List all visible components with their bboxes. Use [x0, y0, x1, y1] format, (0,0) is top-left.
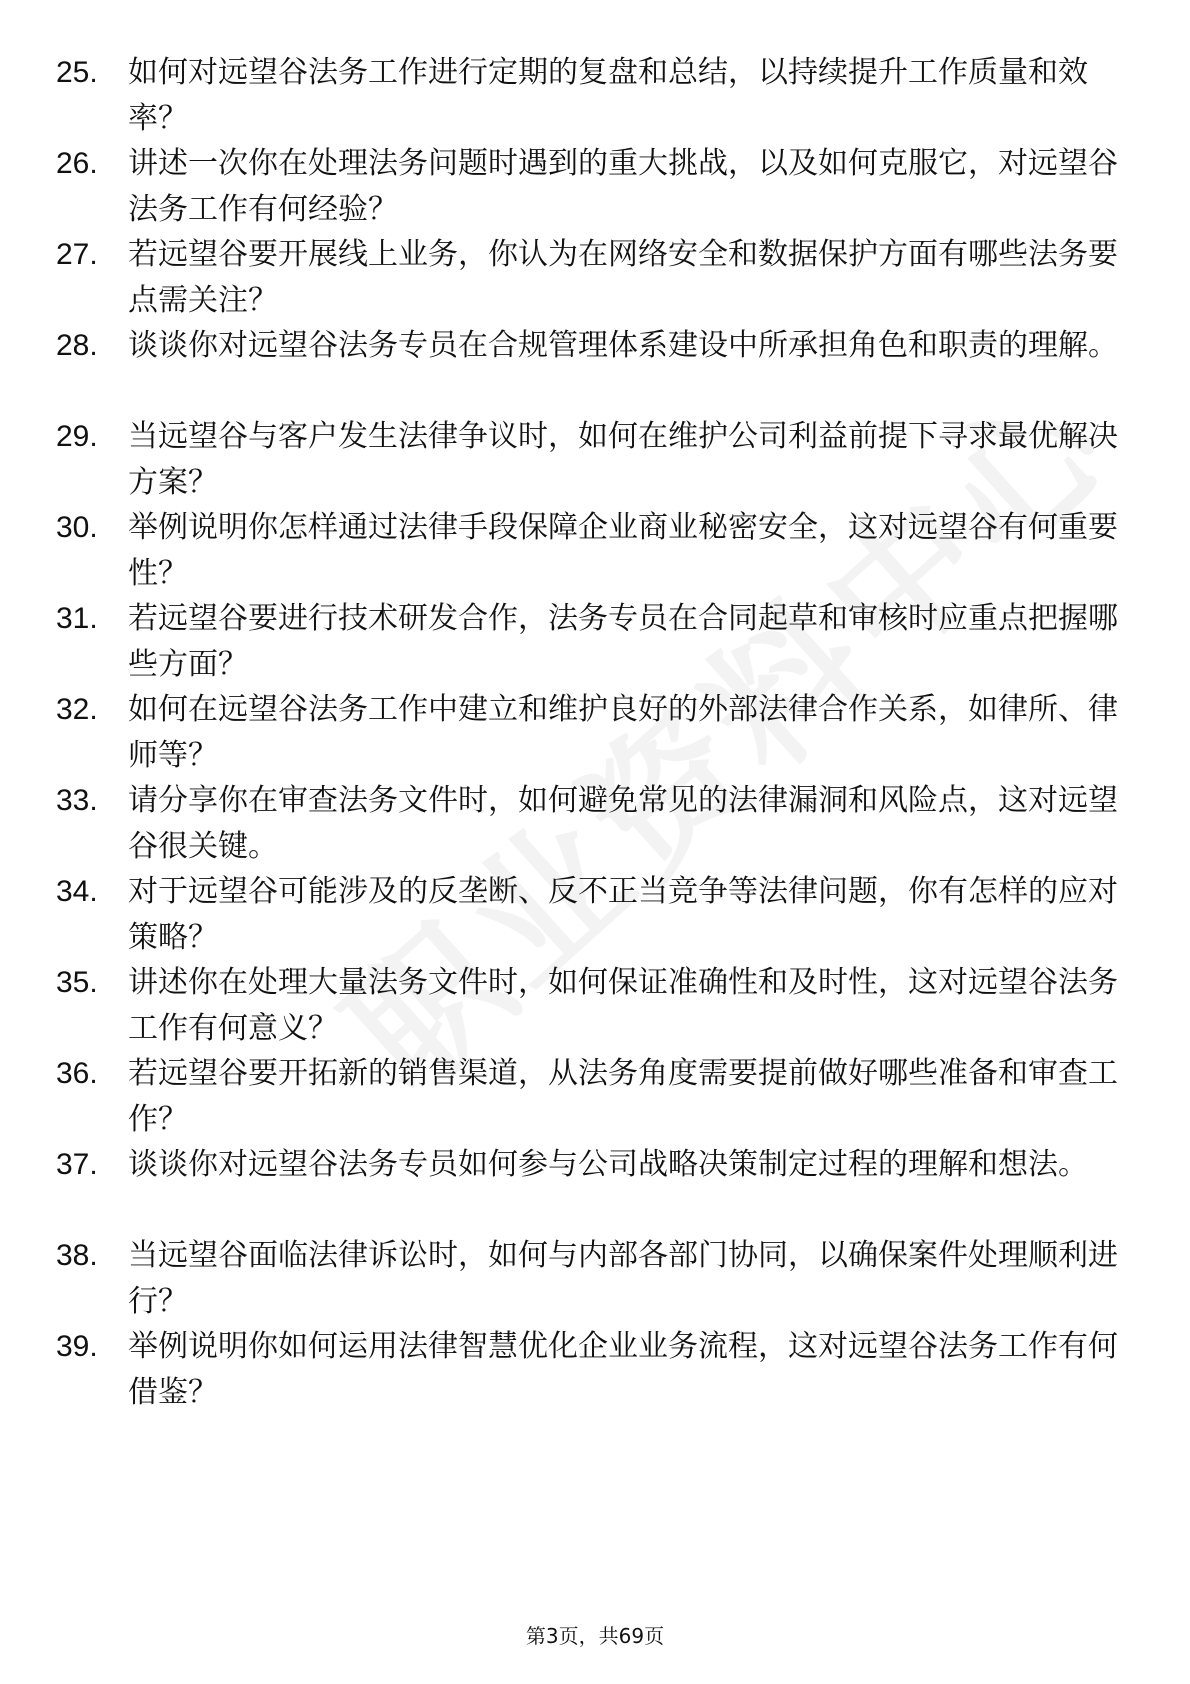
question-number: 34.: [56, 875, 98, 908]
question-text: 举例说明你怎样通过法律手段保障企业商业秘密安全，这对远望谷有何重要性？: [128, 510, 1118, 591]
question-text: 若远望谷要进行技术研发合作，法务专员在合同起草和审核时应重点把握哪些方面？: [128, 601, 1118, 682]
question-number: 39.: [56, 1330, 98, 1363]
question-text: 当远望谷与客户发生法律争议时，如何在维护公司利益前提下寻求最优解决方案？: [128, 419, 1118, 500]
question-number: 28.: [56, 329, 98, 362]
question-number: 33.: [56, 784, 98, 817]
question-number: 38.: [56, 1239, 98, 1272]
question-number: 36.: [56, 1057, 98, 1090]
question-item: [0, 1324, 1190, 1434]
question-text: 谈谈你对远望谷法务专员如何参与公司战略决策制定过程的理解和想法。: [128, 1147, 1088, 1182]
question-text: 讲述你在处理大量法务文件时，如何保证准确性和及时性，这对远望谷法务工作有何意义？: [128, 965, 1118, 1046]
question-number: 27.: [56, 238, 98, 271]
question-text: 举例说明你如何运用法律智慧优化企业业务流程，这对远望谷法务工作有何借鉴？: [128, 1329, 1118, 1410]
question-number: 35.: [56, 966, 98, 999]
question-number: 30.: [56, 511, 98, 544]
page-footer: [0, 1620, 1190, 1649]
question-number: 31.: [56, 602, 98, 635]
question-text: 谈谈你对远望谷法务专员在合规管理体系建设中所承担角色和职责的理解。: [128, 328, 1118, 363]
question-text: 如何在远望谷法务工作中建立和维护良好的外部法律合作关系，如律所、律师等？: [128, 692, 1118, 773]
page-number-label: 第3页，共69页: [525, 1624, 665, 1648]
question-text: 若远望谷要开展线上业务，你认为在网络安全和数据保护方面有哪些法务要点需关注？: [128, 237, 1118, 318]
question-text: 如何对远望谷法务工作进行定期的复盘和总结，以持续提升工作质量和效率？: [128, 55, 1088, 136]
question-text: 若远望谷要开拓新的销售渠道，从法务角度需要提前做好哪些准备和审查工作？: [128, 1056, 1118, 1137]
question-number: 32.: [56, 693, 98, 726]
question-number: 37.: [56, 1148, 98, 1181]
question-number: 25.: [56, 56, 98, 89]
question-number: 26.: [56, 147, 98, 180]
question-text: 讲述一次你在处理法务问题时遇到的重大挑战，以及如何克服它，对远望谷法务工作有何经验？: [128, 146, 1118, 227]
question-text: 请分享你在审查法务文件时，如何避免常见的法律漏洞和风险点，这对远望谷很关键。: [128, 783, 1118, 864]
question-number: 29.: [56, 420, 98, 453]
question-text: 对于远望谷可能涉及的反垄断、反不正当竞争等法律问题，你有怎样的应对策略？: [128, 874, 1118, 955]
question-text: 当远望谷面临法律诉讼时，如何与内部各部门协同，以确保案件处理顺利进行？: [128, 1238, 1118, 1319]
